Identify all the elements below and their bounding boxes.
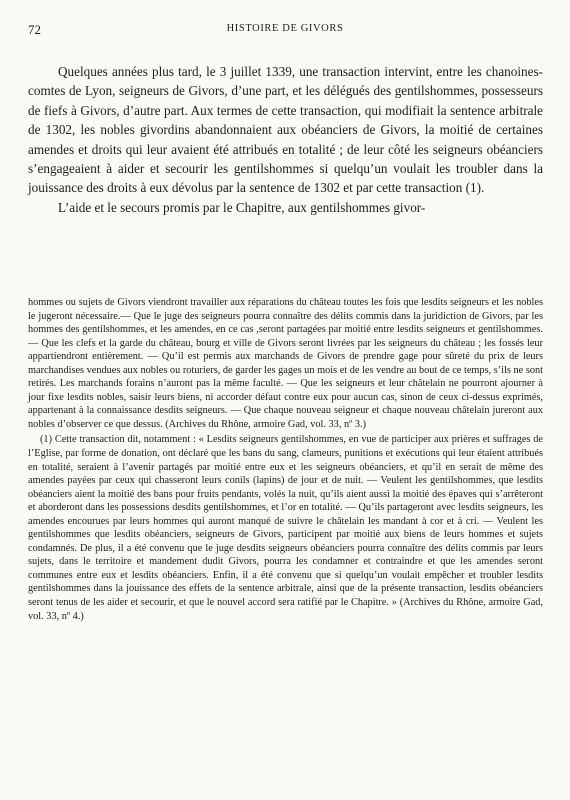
running-title: HISTOIRE DE GIVORS xyxy=(226,23,344,34)
note-continuation: hommes ou sujets de Givors viendront travailler aux réparations du château toutes les fois que lesdits seigneurs et les nobles le jugeront nécessaire.— Que le juge des seigneurs pourra connaître des délits commis dans la juridiction de Givors, par les hommes des gentilshommes, et les amendes, en ce cas ,seront partagées par moitié entre lesdits seigneurs et gentilshommes. — Que les clefs et la garde du château, bourg et ville de Givors seront livrées par les seigneurs du château ; les fossés leur appartiendront entièrement. — Qu’il est permis aux marchands de Givors de prendre gage pour sûreté du prix de leurs marchandises vendues aux nobles ou roturiers, de garder les gages un mois et de les vendre au bout de ce temps, s’ils ne sont retirés. Les marchands forains n’auront pas la même faculté. — Que les seigneurs et leur châtelain ne pourront ajourner à jour fixe lesdits nobles, saisir leurs biens, ni accorder défaut contre eux pour aucun cas, sinon de ceux ci-dessus exprimés, appartenant à la connaissance desdits seigneurs. — Que chaque nouveau seigneur et chaque nouveau châtelain jureront aux nobles d’observer ce que dessus. (Archives du Rhône, armoire Gad, vol. 33, nº 3.) xyxy=(28,297,543,430)
page-number: 72 xyxy=(28,22,41,37)
page-header xyxy=(28,22,542,40)
main-text xyxy=(28,62,543,217)
footnote-1: (1) Cette transaction dit, notamment : « Lesdits seigneurs gentilshommes, en vue de participer aux prières et suffrages de l’Eglise, par forme de donation, ont déclaré que les bans du sang, clameurs, punitions et exécutions qui leur étaient attribués en totalité, seraient à l’avenir partagés par moitié entre eux et les seigneurs obéanciers, et qu’il en serait de même des amendes payées par ceux qui chasseront leurs conils (lapins) de jour et de nuit. — Veulent les gentilshommes, que lesdits obéanciers aient la moitié des bans pour fruits pendants, volés la nuit, qu’ils aient aussi la moitié des épaves qui s’arrêteront et aborderont dans les possessions desdits gentilshommes, et l’or en totalité. — Qu’ils partageront avec lesdits seigneurs, les amendes encourues par leurs hommes qui auront manqué de suivre le châtelain les mandant à cor et à cri. — Veulent les gentilshommes que lesdits obéanciers, seigneurs de Givors, participent par moitié aux biens de leurs hommes et sujets condamnés. De plus, il a été convenu que le juge desdits seigneurs obéanciers pourra connaître des délits commis par leurs sujets, dans le territoire et mandement dudit Givors, pourra les condamner et contraindre et que les amendes seront communes entre eux et lesdits obéanciers. Enfin, il a été convenu que si quelqu’un voulait empêcher et troubler lesdits gentilshommes dans la jouissance des effets de la sentence arbitrale, ainsi que de la présente transaction, lesdits obéanciers seront tenus de les aider et secourir, et que le nouvel accord sera ratifié par le Chapitre. » (Archives du Rhône, armoire Gad, vol. 33, nº 4.) xyxy=(28,434,543,622)
notes-section xyxy=(28,296,543,623)
body-paragraph: L’aide et le secours promis par le Chapitre, aux gentilshommes givor- xyxy=(58,199,426,215)
body-paragraph: Quelques années plus tard, le 3 juillet 1339, une transaction intervint, entre les chanoines-comtes de Lyon, seigneurs de Givors, d’une part, et les délégués des gentilshommes, possesseurs de fiefs à Givors, d’autre part. Aux termes de cette transaction, qui modifiait la sentence arbitrale de 1302, les nobles givordins abandonnaient aux obéanciers de Givors, la moitié de certaines amendes et droits qui leur avaient été attribués en totalité ; de leur côté les seigneurs obéanciers s’engageaient à aider et secourir les gentilshommes si quelqu’un voulait les troubler dans la jouissance des droits à eux dévolus par la sentence de 1302 et par cette transaction (1). xyxy=(28,64,543,196)
